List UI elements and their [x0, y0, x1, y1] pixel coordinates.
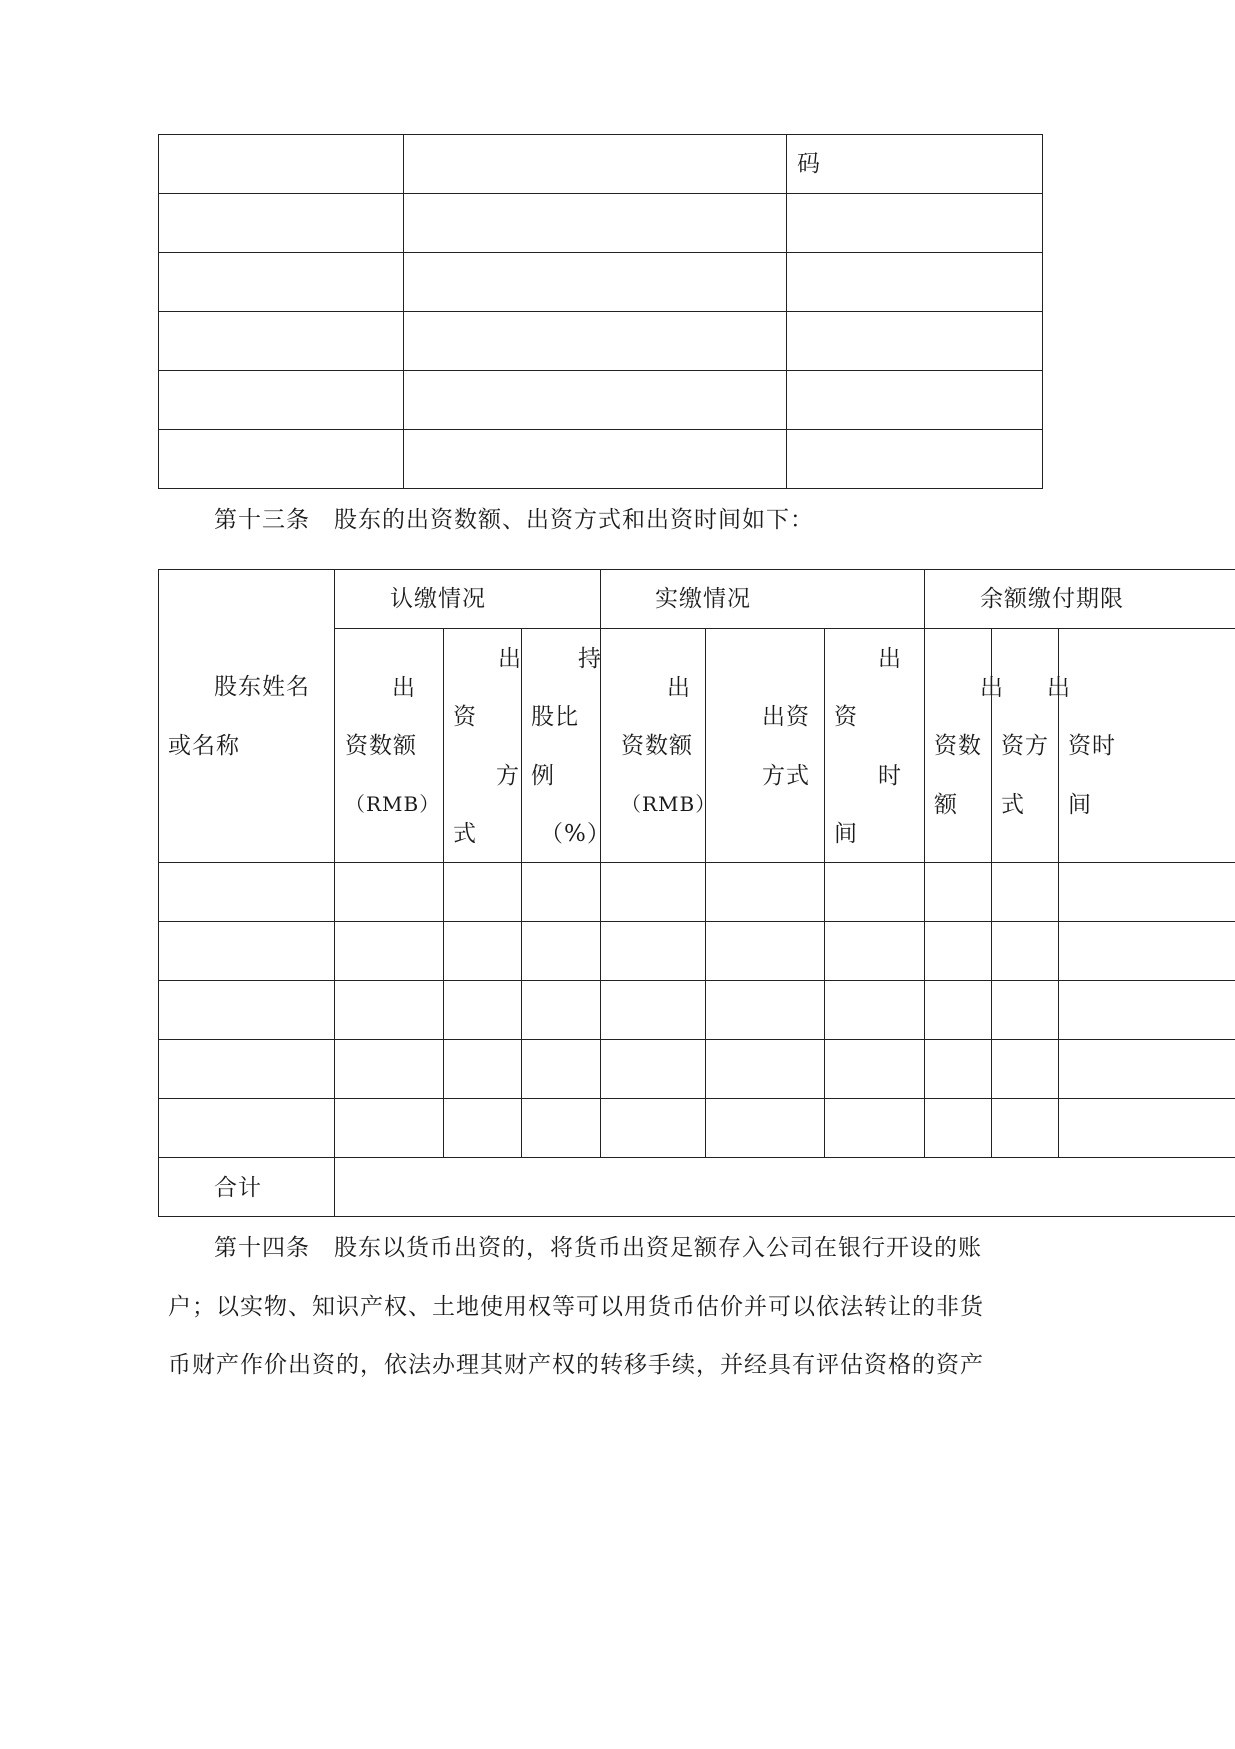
rem-time-b: 资时: [1068, 733, 1116, 759]
col-shareholder-line1: 股东姓名: [214, 674, 310, 700]
sub-method-c: 方: [496, 763, 520, 789]
paid-time-c: 时: [878, 763, 902, 789]
rem-method-b: 资方: [1001, 733, 1049, 759]
rem-method-a: 出: [1047, 675, 1071, 701]
sub-amount-b: 资数额: [345, 733, 417, 759]
sub-amount-c: （RMB）: [345, 792, 441, 816]
rem-amount-c: 额: [934, 792, 958, 818]
sub-amount-a: 出: [392, 675, 416, 701]
paid-time-d: 间: [834, 821, 858, 847]
group-remaining: 余额缴付期限: [980, 586, 1124, 612]
article-13-text: 第十三条 股东的出资数额、出资方式和出资时间如下：: [214, 507, 814, 533]
paid-method-a: 出资: [762, 704, 810, 730]
rem-amount-a: 出: [980, 675, 1004, 701]
rem-amount-b: 资数: [934, 733, 982, 759]
paid-amount-b: 资数额: [621, 733, 693, 759]
sub-ratio-c: 例: [531, 763, 555, 789]
paid-amount-c: （RMB）: [621, 792, 717, 816]
paid-amount-a: 出: [667, 675, 691, 701]
sub-ratio-b: 股比: [531, 704, 579, 730]
rem-method-c: 式: [1001, 792, 1025, 818]
table1-code-fragment: 码: [797, 151, 821, 177]
article-14-line1: 第十四条 股东以货币出资的，将货币出资足额存入公司在银行开设的账: [214, 1235, 982, 1261]
sub-method-a: 出: [498, 646, 522, 672]
group-paid: 实缴情况: [655, 586, 751, 612]
article-14-line3: 币财产作价出资的，依法办理其财产权的转移手续，并经具有评估资格的资产: [168, 1352, 984, 1378]
total-label: 合计: [214, 1175, 262, 1201]
col-shareholder-line2: 或名称: [168, 733, 240, 759]
paid-time-a: 出: [878, 646, 902, 672]
paid-method-b: 方式: [762, 763, 810, 789]
article-14-line2: 户；以实物、知识产权、土地使用权等可以用货币估价并可以依法转让的非货: [168, 1294, 984, 1320]
sub-ratio-a: 持: [578, 646, 602, 672]
sub-method-d: 式: [453, 821, 477, 847]
group-subscribed: 认缴情况: [390, 586, 486, 612]
paid-time-b: 资: [834, 704, 858, 730]
rem-time-c: 间: [1068, 792, 1092, 818]
sub-method-b: 资: [453, 704, 477, 730]
sub-ratio-d: （%）: [540, 821, 611, 847]
